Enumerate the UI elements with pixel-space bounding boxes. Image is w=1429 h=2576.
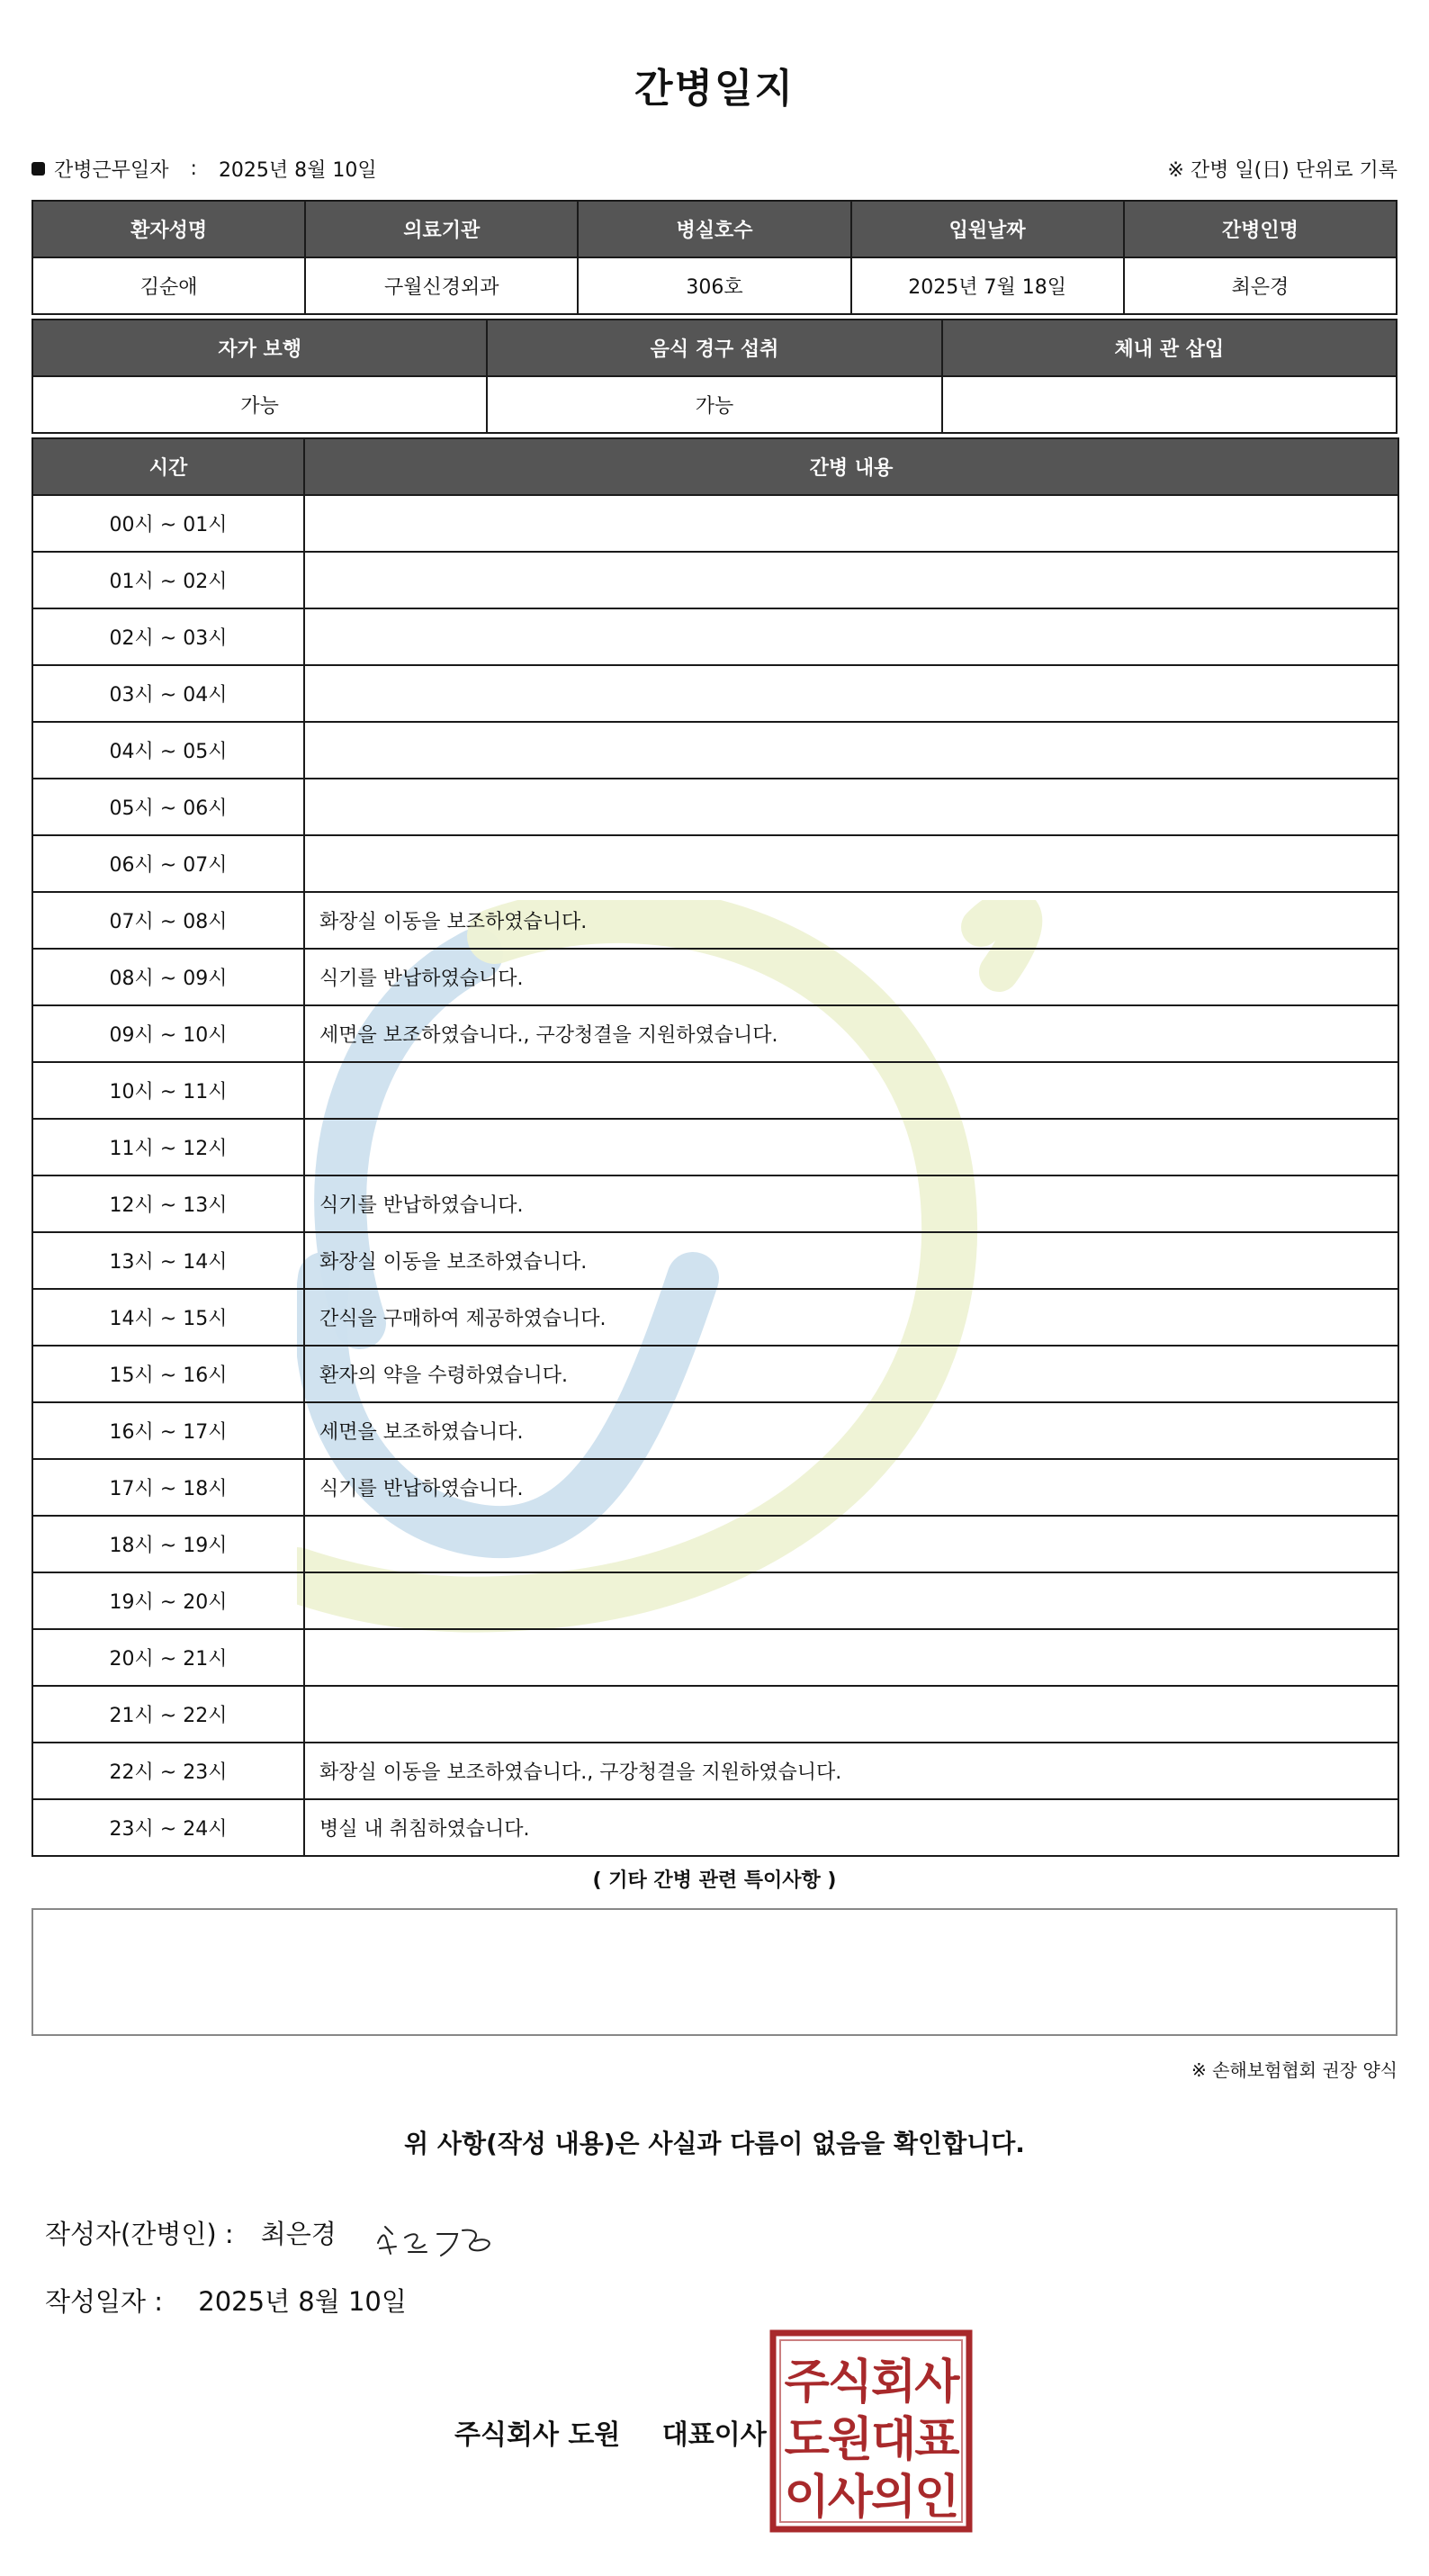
meta-left xyxy=(31,155,377,183)
company-name: 주식회사 도원 xyxy=(454,2419,621,2451)
content-cell xyxy=(304,1516,1398,1572)
header-admission-date: 입원날짜 xyxy=(851,201,1124,257)
table-row xyxy=(32,1516,1398,1572)
content-cell xyxy=(304,779,1398,835)
time-cell: 11시 ~ 12시 xyxy=(32,1119,304,1175)
time-cell: 10시 ~ 11시 xyxy=(32,1062,304,1119)
table-row xyxy=(32,552,1398,608)
header-hospital: 의료기관 xyxy=(305,201,578,257)
writer-label: 작성자(간병인) : xyxy=(45,2219,234,2249)
table-row xyxy=(32,1119,1398,1175)
tube-value xyxy=(942,376,1397,433)
table-row xyxy=(32,1686,1398,1743)
patient-info-value-row xyxy=(32,257,1397,314)
time-cell: 19시 ~ 20시 xyxy=(32,1572,304,1629)
time-cell: 01시 ~ 02시 xyxy=(32,552,304,608)
svg-text:주식회사: 주식회사 xyxy=(784,2355,958,2409)
time-cell: 06시 ~ 07시 xyxy=(32,835,304,892)
content-cell: 식기를 반납하였습니다. xyxy=(304,949,1398,1005)
header-care-content: 간병 내용 xyxy=(304,438,1398,495)
remarks-box xyxy=(31,1908,1398,2036)
table-row xyxy=(32,665,1398,722)
content-cell xyxy=(304,1062,1398,1119)
hospital-value: 구월신경외과 xyxy=(305,257,578,314)
table-row xyxy=(32,1629,1398,1686)
time-cell: 03시 ~ 04시 xyxy=(32,665,304,722)
content-cell xyxy=(304,1629,1398,1686)
time-cell: 05시 ~ 06시 xyxy=(32,779,304,835)
confirm-statement: 위 사항(작성 내용)은 사실과 다름이 없음을 확인합니다. xyxy=(404,2129,1025,2158)
recommend-note: ※ 손해보험협회 권장 양식 xyxy=(1191,2059,1398,2081)
svg-text:이사의인: 이사의인 xyxy=(784,2471,958,2525)
content-cell xyxy=(304,835,1398,892)
written-date-line xyxy=(45,2282,407,2319)
written-date-label: 작성일자 : xyxy=(45,2286,164,2317)
table-row xyxy=(32,1799,1398,1856)
table-row xyxy=(32,779,1398,835)
room-value: 306호 xyxy=(578,257,850,314)
content-cell: 화장실 이동을 보조하였습니다. xyxy=(304,892,1398,949)
content-cell: 식기를 반납하였습니다. xyxy=(304,1175,1398,1232)
header-walking: 자가 보행 xyxy=(32,320,487,376)
content-cell xyxy=(304,552,1398,608)
content-cell: 식기를 반납하였습니다. xyxy=(304,1459,1398,1516)
writer-line xyxy=(45,2214,337,2251)
table-row xyxy=(32,1232,1398,1289)
time-cell: 02시 ~ 03시 xyxy=(32,608,304,665)
work-date-colon: : xyxy=(190,158,197,180)
company-line xyxy=(454,2412,767,2452)
time-cell: 21시 ~ 22시 xyxy=(32,1686,304,1743)
table-row xyxy=(32,1175,1398,1232)
time-cell: 13시 ~ 14시 xyxy=(32,1232,304,1289)
time-cell: 00시 ~ 01시 xyxy=(32,495,304,552)
table-row xyxy=(32,1062,1398,1119)
page-title: 간병일지 xyxy=(634,66,795,112)
table-row xyxy=(32,722,1398,779)
table-row xyxy=(32,1289,1398,1346)
time-cell: 23시 ~ 24시 xyxy=(32,1799,304,1856)
time-cell: 14시 ~ 15시 xyxy=(32,1289,304,1346)
table-row xyxy=(32,892,1398,949)
time-cell: 12시 ~ 13시 xyxy=(32,1175,304,1232)
content-cell: 병실 내 취침하였습니다. xyxy=(304,1799,1398,1856)
table-row xyxy=(32,1346,1398,1402)
patient-name-value: 김순애 xyxy=(32,257,305,314)
table-row xyxy=(32,1402,1398,1459)
walking-value: 가능 xyxy=(32,376,487,433)
writer-name: 최은경 xyxy=(260,2219,337,2249)
caregiver-name-value: 최은경 xyxy=(1124,257,1397,314)
work-date-label: 간병근무일자 xyxy=(54,159,169,182)
table-row xyxy=(32,1572,1398,1629)
table-row xyxy=(32,495,1398,552)
written-date-value: 2025년 8월 10일 xyxy=(198,2286,407,2317)
patient-info-table xyxy=(31,200,1398,315)
content-cell: 화장실 이동을 보조하였습니다., 구강청결을 지원하였습니다. xyxy=(304,1743,1398,1799)
time-cell: 09시 ~ 10시 xyxy=(32,1005,304,1062)
content-cell: 세면을 보조하였습니다., 구강청결을 지원하였습니다. xyxy=(304,1005,1398,1062)
content-cell: 세면을 보조하였습니다. xyxy=(304,1402,1398,1459)
table-row xyxy=(32,1459,1398,1516)
content-cell: 화장실 이동을 보조하였습니다. xyxy=(304,1232,1398,1289)
company-role: 대표이사 xyxy=(661,2419,767,2451)
table-row xyxy=(32,835,1398,892)
header-oral-intake: 음식 경구 섭취 xyxy=(487,320,941,376)
content-cell: 간식을 구매하여 제공하였습니다. xyxy=(304,1289,1398,1346)
time-cell: 04시 ~ 05시 xyxy=(32,722,304,779)
care-log-table xyxy=(31,437,1399,1857)
oral-intake-value: 가능 xyxy=(487,376,941,433)
patient-info-header-row xyxy=(32,201,1397,257)
table-row xyxy=(32,1743,1398,1799)
patient-status-table xyxy=(31,319,1398,434)
patient-status-value-row xyxy=(32,376,1397,433)
header-caregiver-name: 간병인명 xyxy=(1124,201,1397,257)
table-row xyxy=(32,1005,1398,1062)
content-cell xyxy=(304,1572,1398,1629)
content-cell: 환자의 약을 수령하였습니다. xyxy=(304,1346,1398,1402)
patient-status-header-row xyxy=(32,320,1397,376)
work-date-value: 2025년 8월 10일 xyxy=(218,159,377,182)
time-cell: 22시 ~ 23시 xyxy=(32,1743,304,1799)
time-cell: 07시 ~ 08시 xyxy=(32,892,304,949)
content-cell xyxy=(304,1119,1398,1175)
content-cell xyxy=(304,665,1398,722)
record-unit-note: ※ 간병 일(日) 단위로 기록 xyxy=(1167,159,1398,182)
content-cell xyxy=(304,495,1398,552)
time-cell: 17시 ~ 18시 xyxy=(32,1459,304,1516)
svg-text:도원대표: 도원대표 xyxy=(784,2413,958,2467)
time-cell: 15시 ~ 16시 xyxy=(32,1346,304,1402)
header-room: 병실호수 xyxy=(578,201,850,257)
header-patient-name: 환자성명 xyxy=(32,201,305,257)
content-cell xyxy=(304,722,1398,779)
time-cell: 18시 ~ 19시 xyxy=(32,1516,304,1572)
table-row xyxy=(32,608,1398,665)
header-time: 시간 xyxy=(32,438,304,495)
bullet-square-icon xyxy=(31,162,45,176)
meta-row xyxy=(31,155,1398,185)
header-tube: 체내 관 삽입 xyxy=(942,320,1397,376)
remarks-title: ( 기타 간병 관련 특이사항 ) xyxy=(592,1869,837,1892)
table-row xyxy=(32,949,1398,1005)
content-cell xyxy=(304,1686,1398,1743)
admission-date-value: 2025년 7월 18일 xyxy=(851,257,1124,314)
handwritten-signature-icon xyxy=(369,2207,513,2270)
company-seal-icon xyxy=(769,2329,973,2533)
time-cell: 20시 ~ 21시 xyxy=(32,1629,304,1686)
time-cell: 16시 ~ 17시 xyxy=(32,1402,304,1459)
time-cell: 08시 ~ 09시 xyxy=(32,949,304,1005)
content-cell xyxy=(304,608,1398,665)
care-log-header-row xyxy=(32,438,1398,495)
